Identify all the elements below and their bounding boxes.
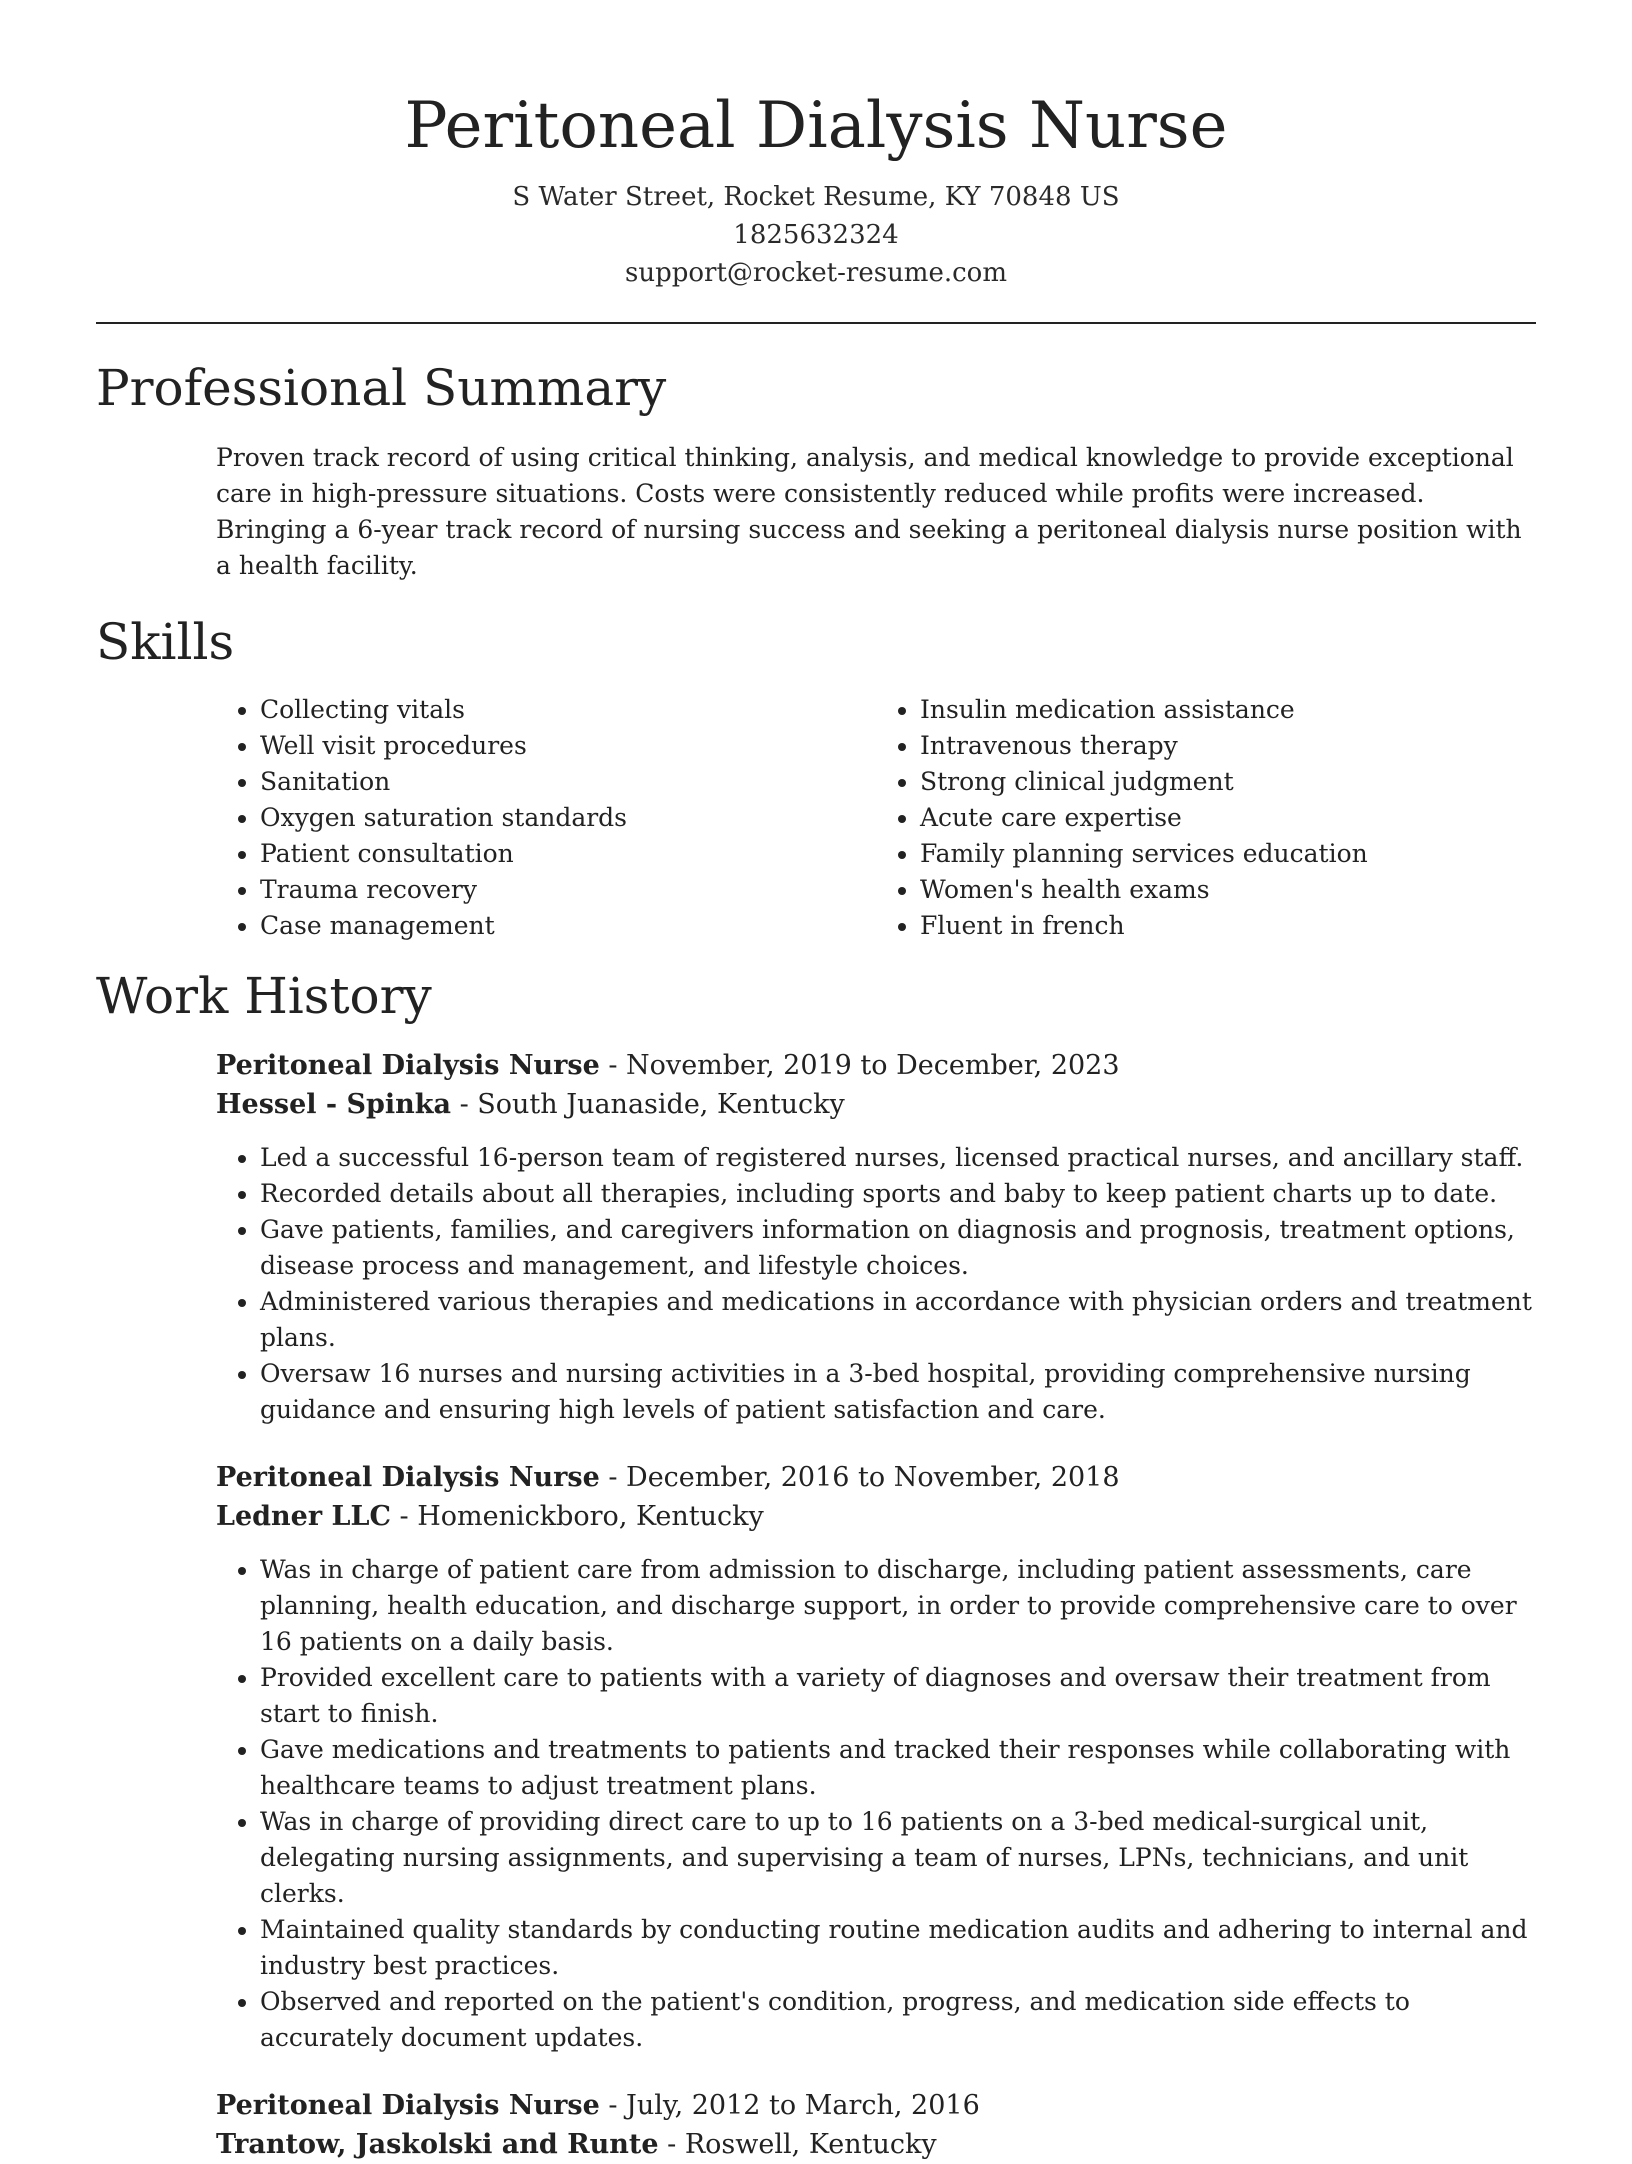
job-dates: - July, 2012 to March, 2016 [599, 2090, 980, 2121]
job-bullets [216, 1552, 1536, 2056]
job-title-line [216, 1458, 1536, 1497]
work-history-section [96, 964, 1536, 2164]
candidate-name: Peritoneal Dialysis Nurse [404, 89, 1228, 163]
job-title-line [216, 1046, 1536, 1085]
job-dates: - November, 2019 to December, 2023 [599, 1050, 1120, 1081]
skill-item: • Women's health exams [920, 872, 1536, 908]
skill-item: • Strong clinical judgment [920, 764, 1536, 800]
skill-item: • Insulin medication assistance [920, 692, 1536, 728]
skills-title: Skills [96, 613, 235, 671]
summary-section [96, 356, 1536, 584]
job-dates: - December, 2016 to November, 2018 [599, 1462, 1120, 1493]
job-bullet: • Maintained quality standards by conducting routine medication audits and adhering to internal and industry best practices. [260, 1912, 1536, 1984]
job-bullet: • Administered various therapies and medications in accordance with physician orders and treatment plans. [260, 1284, 1536, 1356]
skill-item: • Oxygen saturation standards [260, 800, 876, 836]
skill-item: • Acute care expertise [920, 800, 1536, 836]
work-history-title: Work History [96, 967, 432, 1025]
skills-column-left [216, 692, 876, 944]
job-bullet: • Was in charge of providing direct care to up to 16 patients on a 3-bed medical-surgical unit, delegating nursing assignments, and supervising a team of nurses, LPNs, technicians, and unit clerks. [260, 1804, 1536, 1912]
job-entry [216, 2086, 1536, 2164]
contact-phone: 1825632324 [733, 220, 899, 250]
skills-section [96, 610, 1536, 944]
skill-item: • Intravenous therapy [920, 728, 1536, 764]
skill-item: • Collecting vitals [260, 692, 876, 728]
job-bullets [216, 1140, 1536, 1428]
job-employer-line [216, 1497, 1536, 1536]
job-bullet: • Provided excellent care to patients with a variety of diagnoses and oversaw their treatment from start to finish. [260, 1660, 1536, 1732]
job-title-line [216, 2086, 1536, 2125]
skill-item: • Sanitation [260, 764, 876, 800]
job-company: Hessel - Spinka [216, 1089, 451, 1120]
contact-email: support@rocket-resume.com [624, 258, 1007, 288]
job-location: - Homenickboro, Kentucky [390, 1501, 764, 1532]
skills-grid [216, 692, 1536, 944]
job-employer-line [216, 1085, 1536, 1124]
job-position: Peritoneal Dialysis Nurse [216, 2090, 600, 2121]
summary-text: Proven track record of using critical thinking, analysis, and medical knowledge to provide exceptional care in high-pressure situations. Costs were consistently reduced while profits were increased. Bringing a 6-year track record of nursing success and seeking a peritoneal dialysis nurse position with a health facility. [216, 443, 1522, 580]
resume-header [96, 0, 1536, 292]
contact-block [96, 178, 1536, 292]
job-bullet: • Oversaw 16 nurses and nursing activities in a 3-bed hospital, providing comprehensive nursing guidance and ensuring high levels of patient satisfaction and care. [260, 1356, 1536, 1428]
job-bullet: • Led a successful 16-person team of registered nurses, licensed practical nurses, and ancillary staff. [260, 1140, 1536, 1176]
job-entry [216, 1458, 1536, 2056]
contact-address: S Water Street, Rocket Resume, KY 70848 US [512, 182, 1120, 212]
skill-item: • Fluent in french [920, 908, 1536, 944]
job-bullet: • Was in charge of patient care from admission to discharge, including patient assessments, care planning, health education, and discharge support, in order to provide comprehensive care to over 16 patients on a daily basis. [260, 1552, 1536, 1660]
job-bullet: • Recorded details about all therapies, including sports and baby to keep patient charts up to date. [260, 1176, 1536, 1212]
skill-item: • Patient consultation [260, 836, 876, 872]
job-location: - Roswell, Kentucky [658, 2129, 937, 2160]
skill-item: • Case management [260, 908, 876, 944]
job-company: Ledner LLC [216, 1501, 391, 1532]
summary-title: Professional Summary [96, 359, 667, 417]
skills-column-right [876, 692, 1536, 944]
job-bullet: • Observed and reported on the patient's condition, progress, and medication side effects to accurately document updates. [260, 1984, 1536, 2056]
job-bullet: • Gave patients, families, and caregivers information on diagnosis and prognosis, treatment options, disease process and management, and lifestyle choices. [260, 1212, 1536, 1284]
skill-item: • Family planning services education [920, 836, 1536, 872]
skill-item: • Trauma recovery [260, 872, 876, 908]
job-position: Peritoneal Dialysis Nurse [216, 1462, 600, 1493]
job-employer-line [216, 2125, 1536, 2164]
job-bullet: • Gave medications and treatments to patients and tracked their responses while collaborating with healthcare teams to adjust treatment plans. [260, 1732, 1536, 1804]
job-position: Peritoneal Dialysis Nurse [216, 1050, 600, 1081]
job-entry [216, 1046, 1536, 1428]
job-location: - South Juanaside, Kentucky [451, 1089, 845, 1120]
skill-item: • Well visit procedures [260, 728, 876, 764]
job-company: Trantow, Jaskolski and Runte [216, 2129, 659, 2160]
resume-page [96, 0, 1536, 2164]
header-divider [96, 322, 1536, 324]
